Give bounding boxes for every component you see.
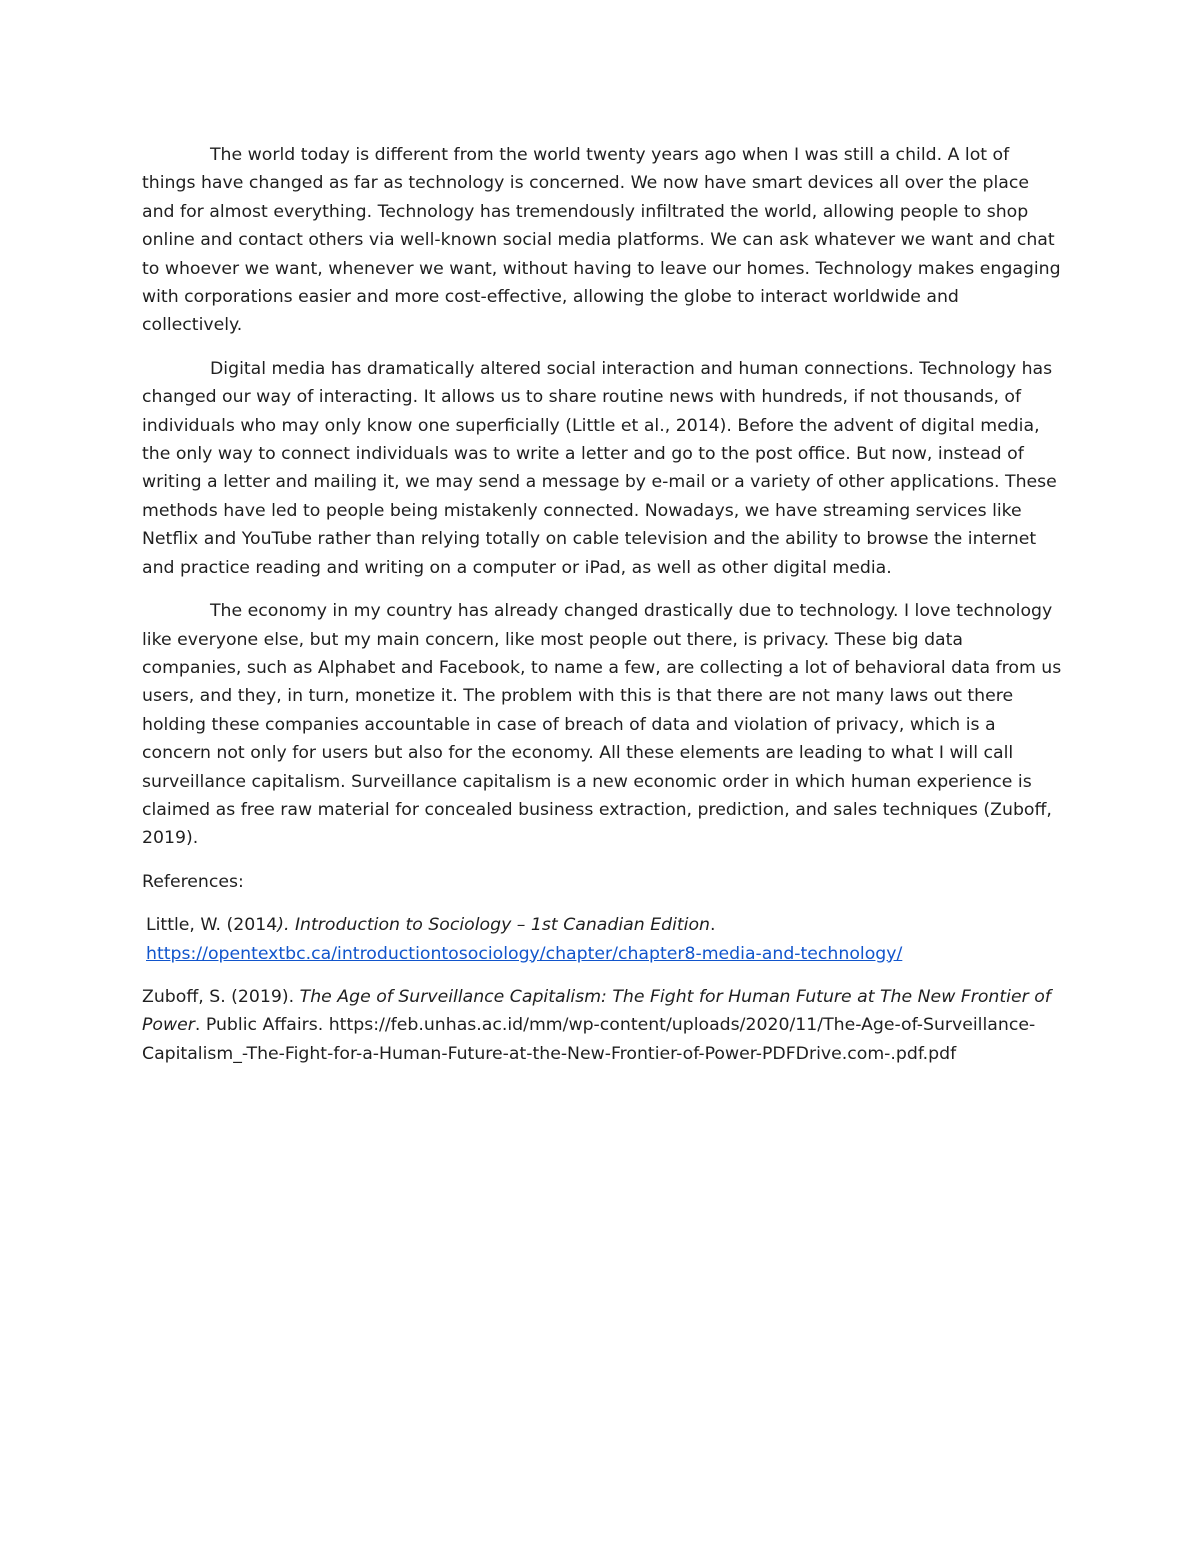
- reference-zuboff-publisher: . Public Affairs.: [194, 1015, 329, 1036]
- reference-zuboff: [142, 983, 1062, 1068]
- reference-little-title-lead: ).: [277, 915, 295, 936]
- reference-little-link[interactable]: https://opentextbc.ca/introductiontosociology/chapter/chapter8-media-and-technology/: [146, 943, 903, 964]
- paragraph-1: The world today is different from the world twenty years ago when I was still a child. A lot of things have changed as far as technology is concerned. We now have smart devices all over the place and for almost everything. Technology has tremendously infiltrated the world, allowing people to shop online and contact others via well-known social media platforms. We can ask whatever we want and chat to whoever we want, whenever we want, without having to leave our homes. Technology makes engaging with corporations easier and more cost-effective, allowing the globe to interact worldwide and collectively.: [142, 145, 1061, 336]
- document-body: [142, 141, 1062, 1083]
- paragraph-3: The economy in my country has already changed drastically due to technology. I love technology like everyone else, but my main concern, like most people out there, is privacy. These big data companies, such as Alphabet and Facebook, to name a few, are collecting a lot of behavioral data from us users, and they, in turn, monetize it. The problem with this is that there are not many laws out there holding these companies accountable in case of breach of data and violation of privacy, which is a concern not only for users but also for the economy. All these elements are leading to what I will call surveillance capitalism. Surveillance capitalism is a new economic order in which human experience is claimed as free raw material for concealed business extraction, prediction, and sales techniques (Zuboff, 2019).: [142, 601, 1062, 849]
- reference-zuboff-url: https://feb.unhas.ac.id/mm/wp-content/uploads/2020/11/The-Age-of-Surveillance-Capitalism_-The-Fight-for-a-Human-Future-at-the-New-Frontier-of-Power-PDFDrive.com-.pdf.pdf: [142, 1015, 1036, 1064]
- reference-little: [142, 911, 1062, 968]
- paragraph-2: Digital media has dramatically altered social interaction and human connections. Technology has changed our way of interacting. It allows us to share routine news with hundreds, if not thousands, of individuals who may only know one superficially (Little et al., 2014). Before the advent of digital media, the only way to connect individuals was to write a letter and go to the post office. But now, instead of writing a letter and mailing it, we may send a message by e-mail or a variety of other applications. These methods have led to people being mistakenly connected. Nowadays, we have streaming services like Netflix and YouTube rather than relying totally on cable television and the ability to browse the internet and practice reading and writing on a computer or iPad, as well as other digital media.: [142, 358, 1057, 578]
- reference-zuboff-title: The Age of Surveillance Capitalism: The Fight for Human Future at The New Frontier of Power: [142, 986, 1051, 1036]
- reference-little-title-tail: .: [710, 915, 716, 936]
- references-heading: References:: [142, 871, 244, 892]
- reference-little-title: Introduction to Sociology – 1st Canadian Edition: [294, 915, 710, 936]
- reference-little-author: Little, W. (2014: [146, 915, 278, 936]
- reference-zuboff-author: Zuboff, S. (2019).: [142, 986, 300, 1007]
